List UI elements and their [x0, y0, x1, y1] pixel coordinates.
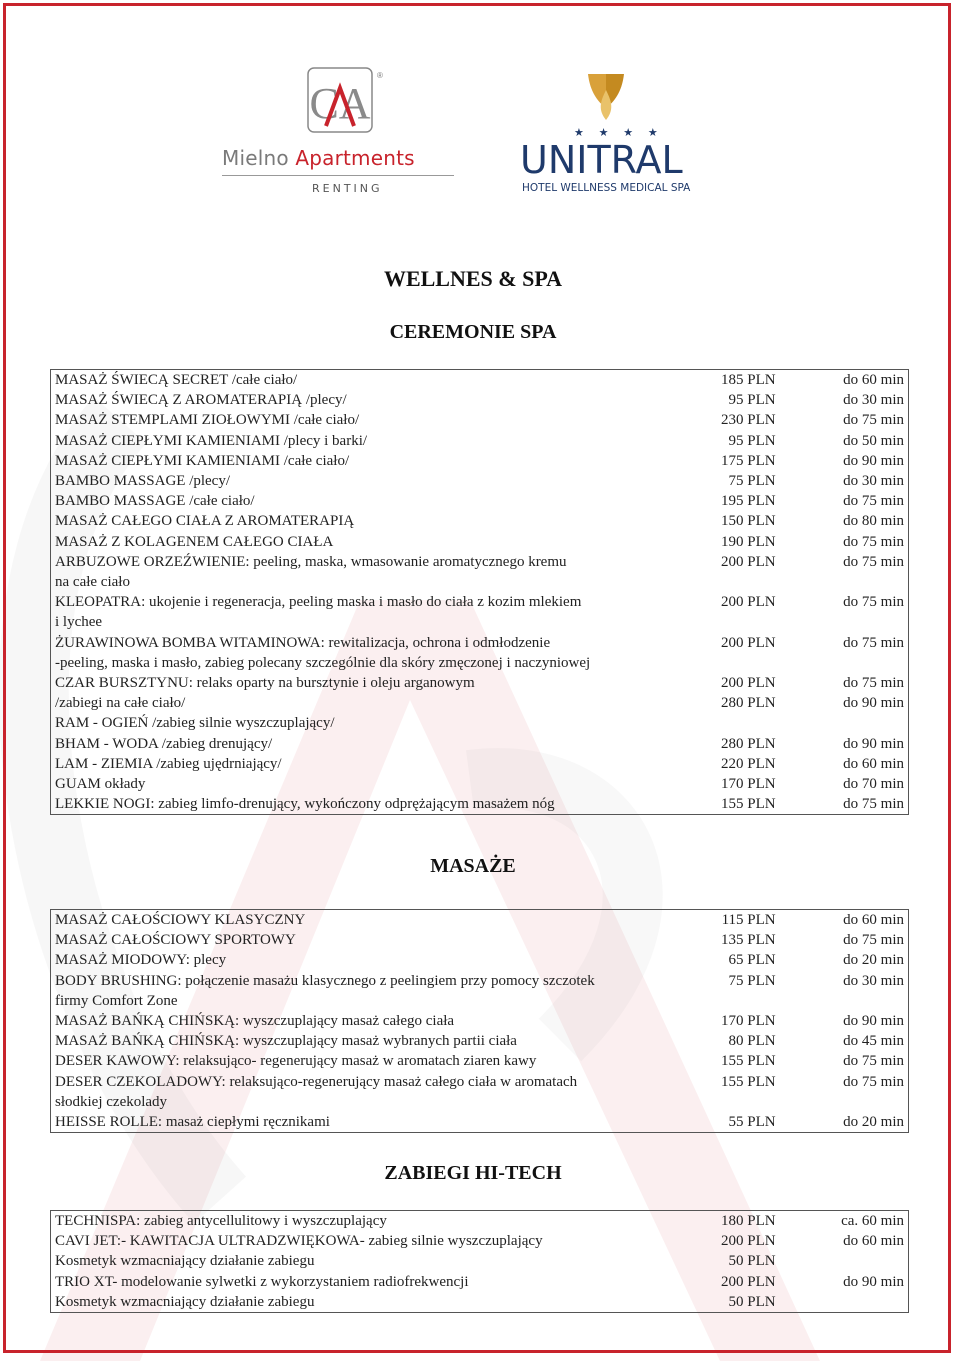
price-row [51, 1231, 909, 1251]
price-table-hi-tech [50, 1210, 909, 1313]
treatment-name: BHAM - WODA /zabieg drenujący/ [55, 735, 273, 752]
treatment-duration [800, 1292, 909, 1313]
treatment-duration [800, 653, 909, 673]
price-row [51, 390, 909, 410]
price-row [51, 1292, 909, 1313]
price-row [51, 950, 909, 970]
price-row [51, 1072, 909, 1092]
treatment-duration: do 75 min [843, 796, 904, 813]
price-row [51, 1112, 909, 1133]
treatment-name: MASAŻ Z KOLAGENEM CAŁEGO CIAŁA [55, 533, 334, 550]
treatment-price: 170 PLN [721, 1013, 776, 1030]
price-row [51, 572, 909, 592]
wordmark-mielno: Mielno [222, 146, 296, 170]
treatment-price: 280 PLN [721, 695, 776, 712]
treatment-price: 155 PLN [721, 1073, 776, 1090]
treatment-duration [800, 1092, 909, 1112]
treatment-name: BODY BRUSHING: połączenie masażu klasycznego z peelingiem przy pomocy szczotek [55, 972, 595, 989]
price-row [51, 930, 909, 950]
treatment-price: 95 PLN [728, 392, 776, 409]
treatment-name: CZAR BURSZTYNU: relaks oparty na bursztynie i oleju arganowym [55, 675, 475, 692]
treatment-duration: do 90 min [843, 735, 904, 752]
price-row [51, 532, 909, 552]
treatment-duration: do 90 min [843, 1273, 904, 1290]
treatment-name: MASAŻ ŚWIECĄ Z AROMATERAPIĄ /plecy/ [55, 392, 347, 409]
price-row [51, 1031, 909, 1051]
renting-tagline: RENTING [312, 182, 383, 195]
price-row [51, 1272, 909, 1292]
mielno-apartments-logo [222, 66, 458, 195]
treatment-name: TRIO XT- modelowanie sylwetki z wykorzystaniem radiofrekwencji [55, 1273, 469, 1290]
price-row [51, 471, 909, 491]
treatment-duration: do 90 min [843, 452, 904, 469]
price-table-ceremonie-spa [50, 369, 909, 815]
price-row [51, 774, 909, 794]
treatment-name: DESER KAWOWY: relaksująco- regenerujący masaż w aromatach ziaren kawy [55, 1053, 537, 1070]
treatment-name: LEKKIE NOGI: zabieg limfo-drenujący, wykończony odprężającym masażem nóg [55, 796, 555, 813]
treatment-price: 150 PLN [721, 513, 776, 530]
treatment-duration [800, 991, 909, 1011]
treatment-price: 200 PLN [721, 1233, 776, 1250]
mielno-apartments-wordmark [222, 146, 458, 170]
treatment-name: /zabiegi na całe ciało/ [55, 695, 186, 712]
wordmark-apartments: Apartments [295, 146, 415, 170]
treatment-name: Kosmetyk wzmacniający działanie zabiegu [55, 1253, 315, 1270]
treatment-name: MASAŻ CIEPŁYMI KAMIENIAMI /plecy i barki/ [55, 432, 368, 449]
treatment-name: MASAŻ CIEPŁYMI KAMIENIAMI /całe ciało/ [55, 452, 350, 469]
treatment-duration: do 50 min [843, 432, 904, 449]
treatment-price: 200 PLN [721, 1273, 776, 1290]
treatment-duration: do 60 min [843, 755, 904, 772]
treatment-price: 115 PLN [721, 912, 776, 928]
treatment-duration: ca. 60 min [841, 1213, 904, 1229]
price-row [51, 633, 909, 653]
price-row [51, 673, 909, 693]
treatment-price: 200 PLN [721, 553, 776, 570]
price-row [51, 592, 909, 612]
treatment-price: 75 PLN [728, 473, 776, 490]
treatment-duration: do 30 min [843, 392, 904, 409]
treatment-name: MASAŻ ŚWIECĄ SECRET /całe ciało/ [55, 372, 298, 388]
treatment-duration: do 75 min [843, 932, 904, 949]
treatment-price [691, 713, 799, 733]
treatment-name: MASAŻ CAŁOŚCIOWY KLASYCZNY [55, 912, 306, 928]
treatment-name: i lychee [55, 614, 103, 631]
treatment-price: 185 PLN [721, 372, 776, 388]
unitral-wordmark: UNITRAL [520, 138, 683, 182]
treatment-price: 155 PLN [721, 1053, 776, 1070]
treatment-name: ARBUZOWE ORZEŹWIENIE: peeling, maska, wmasowanie aromatycznego kremu [55, 553, 567, 570]
price-row [51, 693, 909, 713]
treatment-name: CAVI JET:- KAWITACJA ULTRADZWIĘKOWA- zabieg silnie wyszczuplający [55, 1233, 543, 1250]
treatment-duration: do 75 min [843, 493, 904, 510]
price-row [51, 1092, 909, 1112]
treatment-duration: do 75 min [843, 594, 904, 611]
price-row [51, 653, 909, 673]
treatment-duration [800, 612, 909, 632]
treatment-price: 155 PLN [721, 796, 776, 813]
treatment-duration: do 20 min [843, 952, 904, 969]
treatment-price: 80 PLN [728, 1033, 776, 1050]
treatment-name: MASAŻ CAŁEGO CIAŁA Z AROMATERAPIĄ [55, 513, 355, 530]
treatment-name: KLEOPATRA: ukojenie i regeneracja, peeling maska i masło do ciała z kozim mlekiem [55, 594, 582, 611]
price-row [51, 552, 909, 572]
treatment-price: 50 PLN [728, 1293, 776, 1310]
price-row [51, 991, 909, 1011]
treatment-duration: do 75 min [843, 533, 904, 550]
price-row [51, 612, 909, 632]
treatment-price: 65 PLN [728, 952, 776, 969]
treatment-duration: do 60 min [843, 912, 904, 928]
treatment-duration: do 75 min [843, 1053, 904, 1070]
price-row [51, 431, 909, 451]
treatment-duration: do 30 min [843, 473, 904, 490]
treatment-duration: do 20 min [843, 1114, 904, 1131]
treatment-duration: do 75 min [843, 675, 904, 692]
price-row [51, 734, 909, 754]
price-row [51, 451, 909, 471]
ca-monogram-icon [222, 66, 458, 146]
price-row [51, 370, 909, 391]
treatment-duration: do 90 min [843, 695, 904, 712]
treatment-name: Kosmetyk wzmacniający działanie zabiegu [55, 1293, 315, 1310]
treatment-duration: do 90 min [843, 1013, 904, 1030]
treatment-duration: do 80 min [843, 513, 904, 530]
price-row [51, 1251, 909, 1271]
treatment-name: słodkiej czekolady [55, 1093, 168, 1110]
treatment-name: na całe ciało [55, 574, 130, 591]
price-row [51, 794, 909, 815]
treatment-price: 95 PLN [728, 432, 776, 449]
treatment-name: MASAŻ BAŃKĄ CHIŃSKĄ: wyszczuplający masaż całego ciała [55, 1013, 455, 1030]
price-row [51, 754, 909, 774]
treatment-duration [800, 1251, 909, 1271]
treatment-name: TECHNISPA: zabieg antycellulitowy i wyszczuplający [55, 1213, 387, 1229]
treatment-name: MASAŻ MIODOWY: plecy [55, 952, 227, 969]
price-row [51, 713, 909, 733]
treatment-name: HEISSE ROLLE: masaż ciepłymi ręcznikami [55, 1114, 330, 1131]
section-heading-masaze: MASAŻE [430, 855, 516, 877]
treatment-name: GUAM okłady [55, 776, 146, 793]
page-title: WELLNES & SPA [383, 266, 563, 291]
treatment-name: RAM - OGIEŃ /zabieg silnie wyszczuplający/ [55, 715, 335, 732]
treatment-price: 230 PLN [721, 412, 776, 429]
treatment-duration [800, 713, 909, 733]
treatment-name: firmy Comfort Zone [55, 992, 178, 1009]
treatment-duration: do 75 min [843, 553, 904, 570]
treatment-duration: do 60 min [843, 372, 904, 388]
treatment-name: -peeling, maska i masło, zabieg polecany szczególnie dla skóry zmęczonej i naczyniowej [55, 654, 591, 671]
monogram-c: CA [309, 79, 371, 128]
price-row [51, 511, 909, 531]
treatment-name: BAMBO MASSAGE /całe ciało/ [55, 493, 255, 510]
treatment-duration: do 45 min [843, 1033, 904, 1050]
price-row [51, 1211, 909, 1232]
price-row [51, 910, 909, 931]
treatment-duration [800, 572, 909, 592]
unitral-logo [520, 68, 691, 194]
price-row [51, 1011, 909, 1031]
treatment-price: 220 PLN [721, 755, 776, 772]
treatment-price: 280 PLN [721, 735, 776, 752]
treatment-price [691, 612, 799, 632]
treatment-price: 200 PLN [721, 634, 776, 651]
treatment-duration: do 70 min [843, 776, 904, 793]
registered-mark: ® [377, 71, 383, 80]
treatment-name: ŻURAWINOWA BOMBA WITAMINOWA: rewitalizacja, ochrona i odmłodzenie [55, 634, 551, 651]
treatment-duration: do 75 min [843, 412, 904, 429]
treatment-name: MASAŻ STEMPLAMI ZIOŁOWYMI /całe ciało/ [55, 412, 360, 429]
price-row [51, 491, 909, 511]
treatment-price: 180 PLN [721, 1213, 776, 1229]
treatment-duration: do 60 min [843, 1233, 904, 1250]
treatment-name: LAM - ZIEMIA /zabieg ujędrniający/ [55, 755, 282, 772]
treatment-name: MASAŻ CAŁOŚCIOWY SPORTOWY [55, 932, 296, 949]
treatment-price: 50 PLN [728, 1253, 776, 1270]
price-row [51, 1051, 909, 1071]
treatment-price [691, 991, 799, 1011]
treatment-price: 190 PLN [721, 533, 776, 550]
logo-divider [222, 175, 454, 176]
treatment-name: BAMBO MASSAGE /plecy/ [55, 473, 231, 490]
treatment-name: DESER CZEKOLADOWY: relaksująco-regenerujący masaż całego ciała w aromatach [55, 1073, 578, 1090]
price-row [51, 971, 909, 991]
treatment-duration: do 75 min [843, 1073, 904, 1090]
treatment-name: MASAŻ BAŃKĄ CHIŃSKĄ: wyszczuplający masaż wybranych partii ciała [55, 1033, 517, 1050]
treatment-price [691, 1092, 799, 1112]
treatment-price [691, 653, 799, 673]
header-logos [0, 62, 960, 202]
treatment-price: 200 PLN [721, 675, 776, 692]
treatment-duration: do 30 min [843, 972, 904, 989]
price-row [51, 410, 909, 430]
section-heading-ceremonie-spa: CEREMONIE SPA [389, 321, 557, 343]
treatment-price: 175 PLN [721, 452, 776, 469]
unitral-drop-icon [520, 68, 690, 128]
section-heading-zabiegi-hi-tech: ZABIEGI HI-TECH [384, 1162, 562, 1184]
treatment-price: 170 PLN [721, 776, 776, 793]
hotel-stars: ★ ★ ★ ★ [574, 127, 664, 139]
treatment-price: 200 PLN [721, 594, 776, 611]
treatment-price: 135 PLN [721, 932, 776, 949]
unitral-tagline: HOTEL WELLNESS MEDICAL SPA [522, 182, 691, 194]
treatment-price: 195 PLN [721, 493, 776, 510]
treatment-duration: do 75 min [843, 634, 904, 651]
price-table-masaze [50, 909, 909, 1133]
treatment-price: 75 PLN [728, 972, 776, 989]
treatment-price: 55 PLN [728, 1114, 776, 1131]
treatment-price [691, 572, 799, 592]
